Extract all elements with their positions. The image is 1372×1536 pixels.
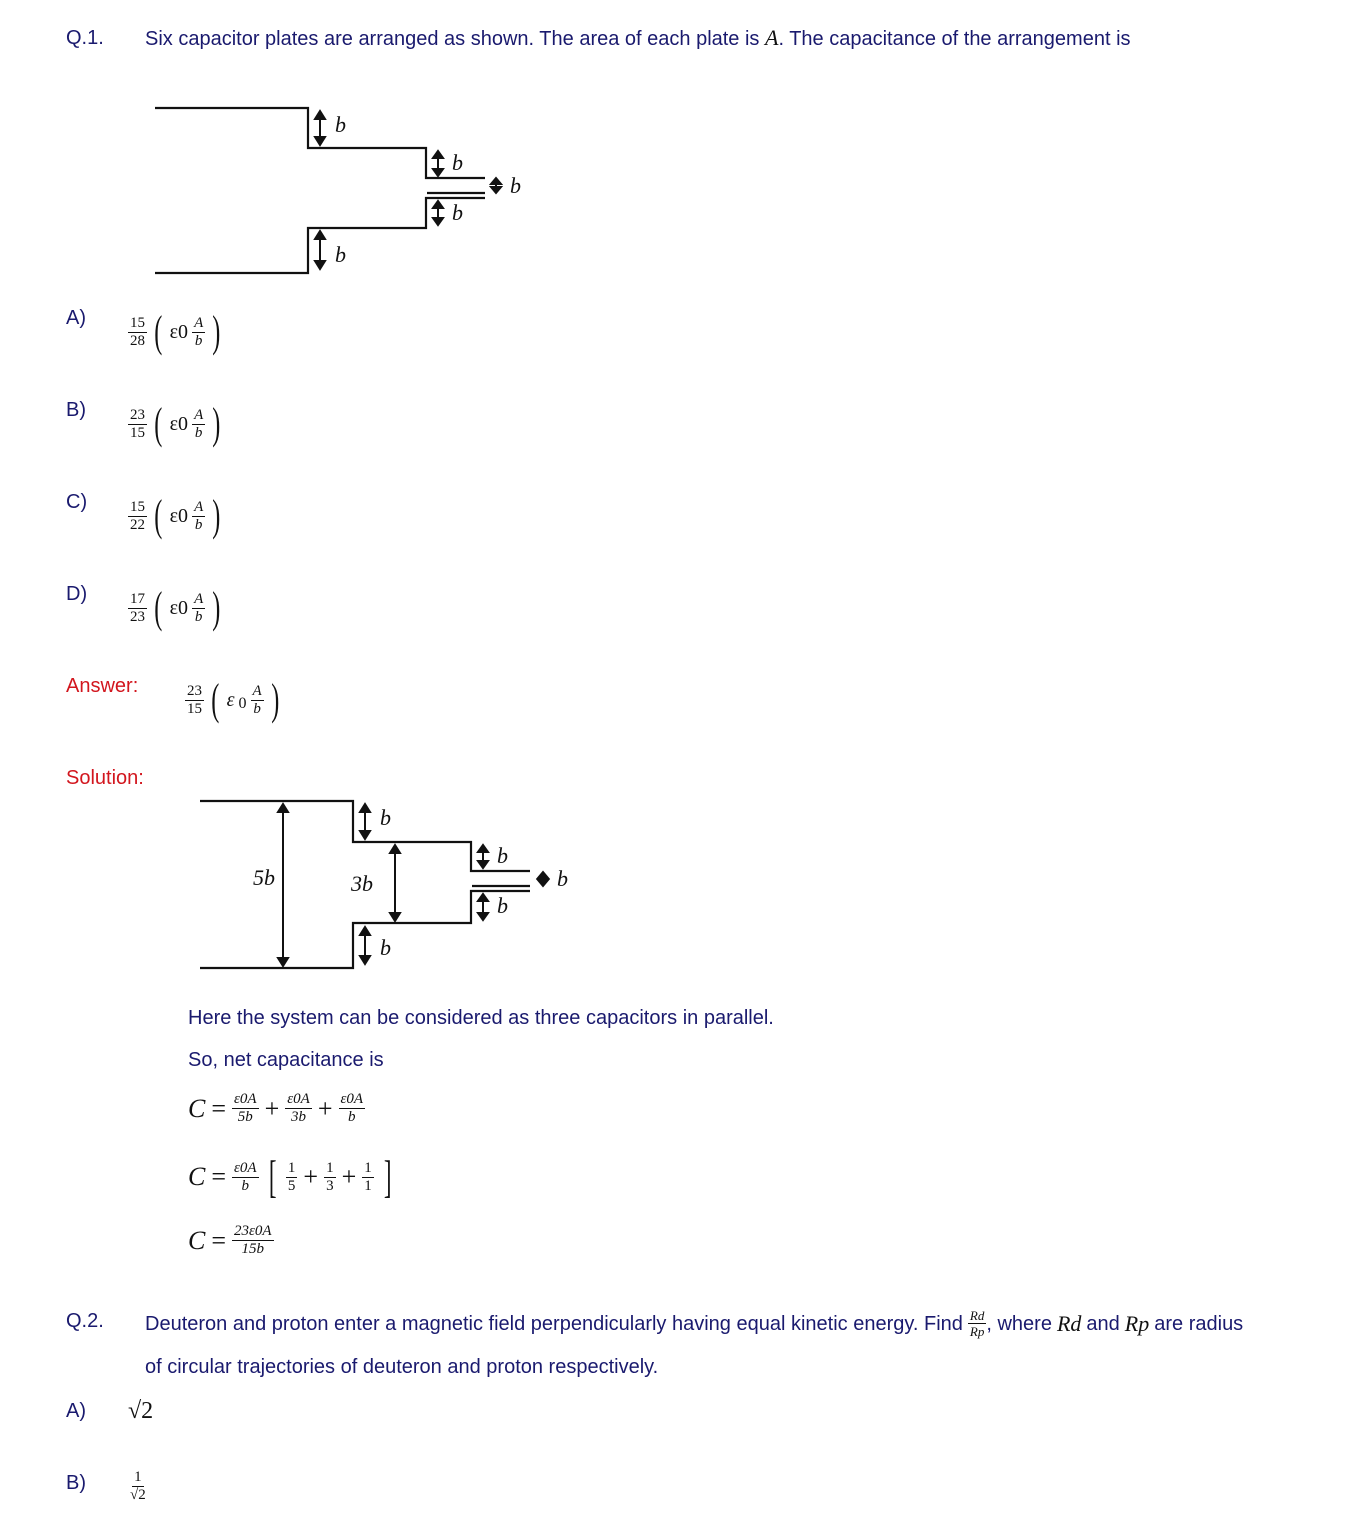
dimension-label: 3b	[351, 871, 373, 896]
option-label: C)	[66, 491, 88, 513]
equation-1: C = $\frac{\varepsilon 0A}{5b}$ + $\frac{\varepsilon 0A}{3b}$ + $\frac{\varepsilon 0A}{b}$	[188, 1091, 364, 1125]
option-c-expression: $\frac{15}{22}$ ( ε0 $\frac{A}{b}$ )	[130, 491, 221, 540]
option-a[interactable]	[66, 1399, 86, 1423]
gap-label: b	[335, 242, 346, 267]
option-a[interactable]	[66, 306, 128, 330]
equation-3: C = $\frac{23\varepsilon 0A}{15b}$	[188, 1223, 272, 1257]
question-text: Deuteron and proton enter a magnetic field perpendicularly having equal kinetic energy. Find $\frac{Rd}{Rp}$ , where Rd and Rp are radius	[145, 1308, 1244, 1339]
solution-label: Solution:	[66, 767, 144, 789]
question-text-line2: of circular trajectories of deuteron and proton respectively.	[145, 1356, 659, 1378]
equation-2: C = $\frac{\varepsilon 0A}{b}$ [ $\frac{1}{5}$ + $\frac{1}{3}$ + $\frac{1}{1}$ ]	[188, 1151, 392, 1202]
option-label: B)	[66, 399, 86, 421]
gap-label: b	[452, 150, 463, 175]
answer-expression: $\frac{23}{15}$ ( ε 0 $\frac{A}{b}$ )	[187, 675, 280, 724]
question-number: Q.2.	[66, 1310, 104, 1332]
gap-label: b	[557, 866, 568, 891]
gap-label: b	[497, 843, 508, 868]
option-label: D)	[66, 583, 88, 605]
solution-text: Here the system can be considered as three capacitors in parallel.	[188, 1007, 774, 1029]
option-a-expression: $\frac{15}{28}$ ( ε0 $\frac{A}{b}$ )	[130, 307, 221, 356]
option-b-expression: $\frac{1}{√2}$	[130, 1469, 146, 1503]
solution-text: So, net capacitance is	[188, 1049, 384, 1071]
gap-label: b	[380, 805, 391, 830]
option-d[interactable]	[66, 582, 128, 606]
question-text: Six capacitor plates are arranged as shown. The area of each plate is A. The capacitance of the arrangement is	[145, 25, 1131, 50]
option-c[interactable]	[66, 490, 128, 514]
option-b[interactable]	[66, 398, 128, 422]
gap-label: b	[510, 173, 521, 198]
capacitor-plates-figure	[150, 100, 530, 285]
gap-label: b	[497, 893, 508, 918]
gap-label: b	[335, 112, 346, 137]
option-d-expression: $\frac{17}{23}$ ( ε0 $\frac{A}{b}$ )	[130, 583, 221, 632]
option-a-expression: √2	[128, 1398, 154, 1424]
answer-label: Answer:	[66, 675, 139, 697]
option-label: A)	[66, 1400, 86, 1422]
option-b-expression: $\frac{23}{15}$ ( ε0 $\frac{A}{b}$ )	[130, 399, 221, 448]
gap-label: b	[452, 200, 463, 225]
gap-label: b	[380, 935, 391, 960]
question-number: Q.1.	[66, 27, 104, 49]
dimension-label: 5b	[253, 865, 275, 890]
option-b[interactable]	[66, 1471, 86, 1495]
option-label: B)	[66, 1472, 86, 1494]
solution-figure	[195, 795, 585, 975]
option-label: A)	[66, 307, 86, 329]
